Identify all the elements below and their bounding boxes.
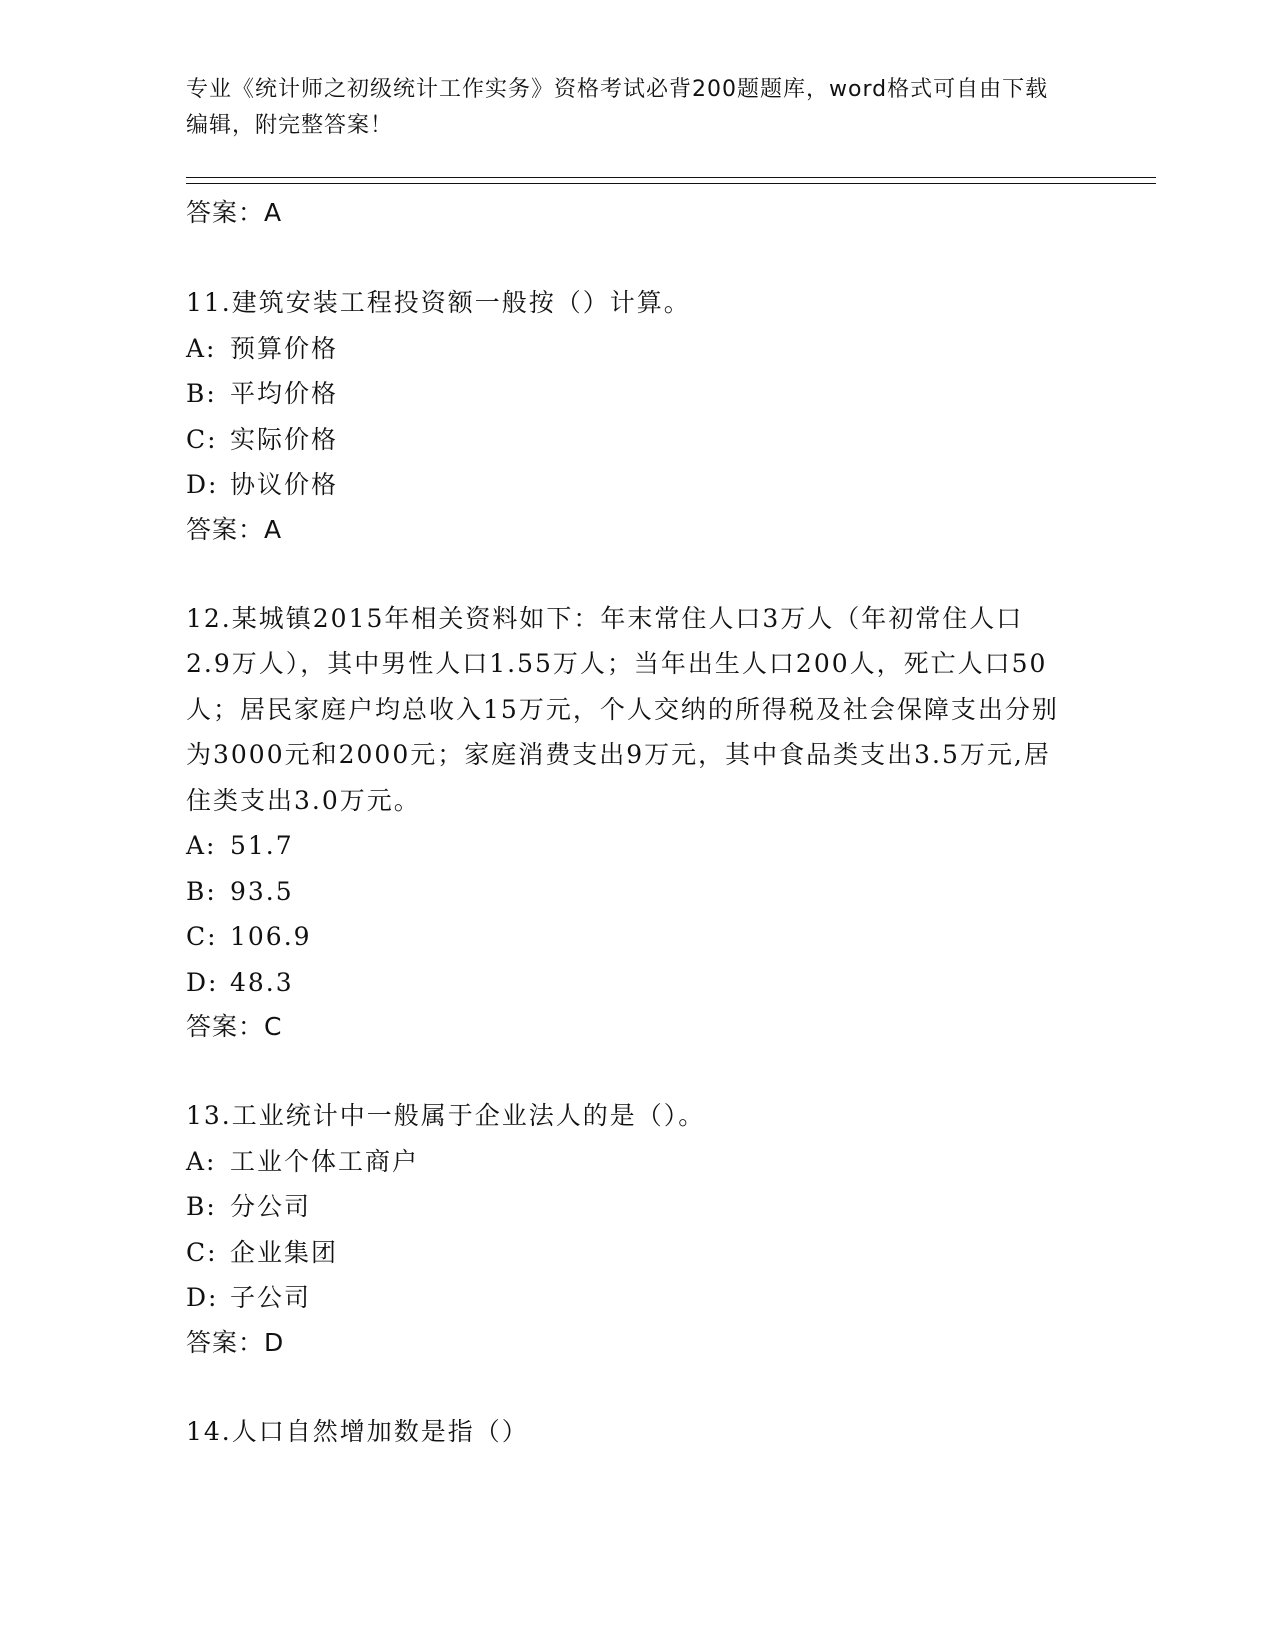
- question-answer: 答案：C: [186, 1012, 283, 1041]
- option-key: D:: [186, 470, 219, 499]
- option-text: 实际价格: [230, 424, 339, 454]
- option-a: [186, 1139, 1066, 1185]
- question-stem: 14.人口自然增加数是指（）: [186, 1416, 529, 1446]
- option-a: [186, 823, 1066, 869]
- option-key: B:: [186, 1192, 217, 1221]
- option-text: 106.9: [230, 922, 312, 951]
- question-stem: 11.建筑安装工程投资额一般按（）计算。: [186, 288, 691, 317]
- header-divider-bottom: [186, 183, 1156, 184]
- question-list: [186, 190, 1066, 1454]
- question-stem: 13.工业统计中一般属于企业法人的是（）。: [186, 1101, 706, 1130]
- option-key: C:: [186, 1237, 218, 1267]
- option-key: A:: [186, 333, 217, 363]
- question-stem: 12.某城镇2015年相关资料如下：年末常住人口3万人（年初常住人口2.9万人），其中男性人口1.55万人；当年出生人口200人，死亡人口50人；居民家庭户均总收入15万元，个人交纳的所得税及社会保障支出分别为3000元和2000元；家庭消费支出9万元，其中食品类支出3.5万元,居住类支出3.0万元。: [186, 603, 1059, 815]
- option-key: B:: [186, 379, 217, 408]
- option-d: [186, 960, 1066, 1006]
- document-header-title: 专业《统计师之初级统计工作实务》资格考试必背200题题库，word格式可自由下载编辑，附完整答案！: [186, 77, 1049, 138]
- option-c: [186, 1230, 1066, 1276]
- question-answer: 答案：A: [186, 514, 283, 544]
- option-a: [186, 326, 1066, 372]
- question-12: [186, 596, 1066, 1050]
- option-key: C:: [186, 922, 218, 951]
- option-key: C:: [186, 424, 218, 454]
- option-key: D:: [186, 967, 219, 997]
- option-d: [186, 462, 1066, 508]
- option-text: 预算价格: [230, 333, 339, 363]
- option-key: A:: [186, 1146, 217, 1176]
- option-c: [186, 417, 1066, 463]
- option-key: B:: [186, 876, 217, 906]
- previous-answer: 答案：A: [186, 198, 283, 227]
- option-text: 分公司: [230, 1192, 312, 1221]
- option-text: 93.5: [230, 876, 294, 906]
- option-text: 工业个体工商户: [230, 1146, 420, 1176]
- header-divider-top: [186, 177, 1156, 178]
- question-14: [186, 1409, 1066, 1455]
- question-13: [186, 1093, 1066, 1365]
- option-c: [186, 914, 1066, 960]
- option-text: 企业集团: [230, 1237, 339, 1267]
- option-b: [186, 869, 1066, 915]
- option-key: D:: [186, 1283, 219, 1312]
- option-d: [186, 1275, 1066, 1321]
- option-key: A:: [186, 831, 217, 860]
- question-11: [186, 280, 1066, 552]
- option-b: [186, 1184, 1066, 1230]
- option-text: 协议价格: [230, 470, 339, 499]
- option-text: 51.7: [230, 831, 294, 860]
- option-text: 子公司: [230, 1283, 312, 1312]
- question-answer: 答案：D: [186, 1327, 285, 1357]
- option-text: 平均价格: [230, 379, 339, 408]
- option-text: 48.3: [230, 967, 294, 997]
- option-b: [186, 371, 1066, 417]
